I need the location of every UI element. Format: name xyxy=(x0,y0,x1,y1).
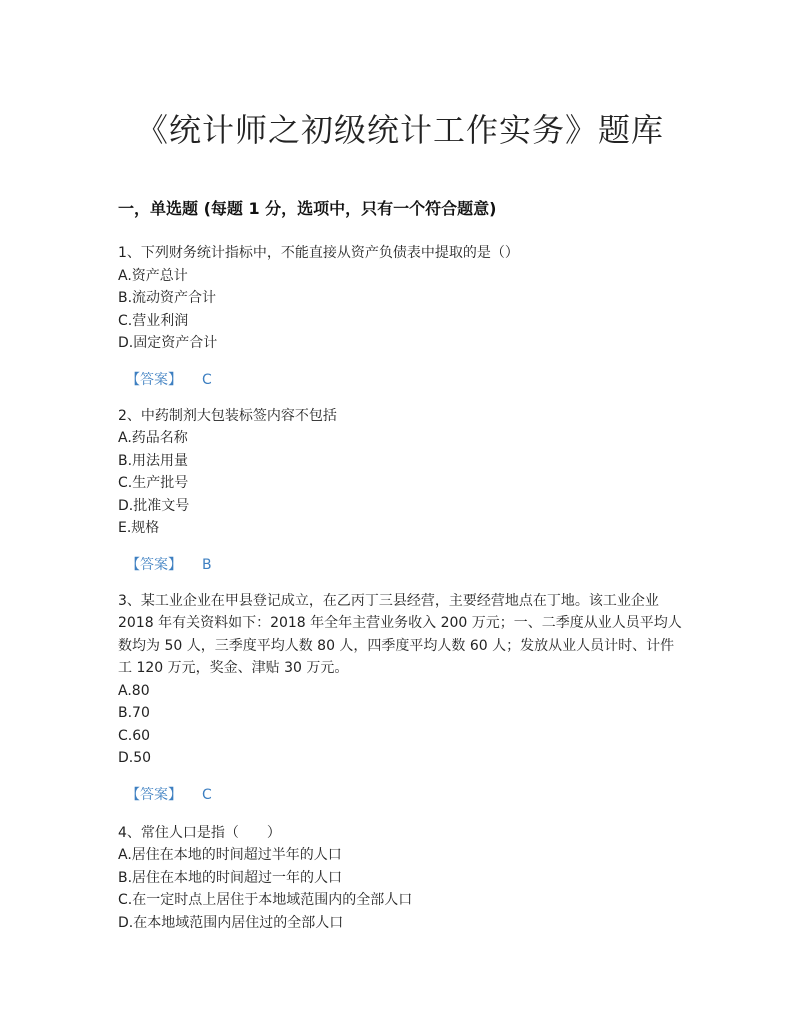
answer-label: 【答案】 xyxy=(126,556,182,573)
answer-label: 【答案】 xyxy=(126,371,182,388)
answer-value: C xyxy=(202,371,212,388)
option-c: C.生产批号 xyxy=(118,475,189,491)
answer-value: C xyxy=(202,786,212,803)
question-4 xyxy=(118,822,682,935)
answer xyxy=(118,554,682,576)
question-text: 3、某工业企业在甲县登记成立，在乙丙丁三县经营，主要经营地点在丁地。该工业企业 2018 年有关资料如下：2018 年全年主营业务收入 200 万元；一、二季度从业人员平均人数均为 50 人，三季度平均人数 80 人，四季度平均人数 60 人；发放从业人员计时、计件工 120 万元，奖金、津贴 30 万元。 xyxy=(118,592,682,676)
answer xyxy=(118,369,682,391)
option-b: B.70 xyxy=(118,705,150,721)
answer xyxy=(118,784,682,806)
option-d: D.批准文号 xyxy=(118,497,190,514)
option-e: E.规格 xyxy=(118,520,160,536)
question-text: 4、常住人口是指（ ） xyxy=(118,824,281,841)
option-b: B.居住在本地的时间超过一年的人口 xyxy=(118,869,343,886)
option-c: C.在一定时点上居住于本地域范围内的全部人口 xyxy=(118,892,413,908)
question-1 xyxy=(118,242,682,391)
question-2 xyxy=(118,405,682,576)
answer-value: B xyxy=(202,556,212,573)
question-text: 2、中药制剂大包装标签内容不包括 xyxy=(118,407,337,424)
option-d: D.固定资产合计 xyxy=(118,335,218,351)
option-b: B.用法用量 xyxy=(118,452,189,469)
option-a: A.药品名称 xyxy=(118,430,188,446)
option-d: D.50 xyxy=(118,750,152,766)
option-c: C.60 xyxy=(118,727,151,744)
section-heading: 一，单选题 (每题 1 分，选项中，只有一个符合题意) xyxy=(118,199,497,218)
document-title: 《统计师之初级统计工作实务》题库 xyxy=(135,111,664,149)
option-a: A.居住在本地的时间超过半年的人口 xyxy=(118,847,342,863)
option-a: A.资产总计 xyxy=(118,267,188,284)
answer-label: 【答案】 xyxy=(126,786,182,803)
option-d: D.在本地域范围内居住过的全部人口 xyxy=(118,914,344,931)
question-text: 1、下列财务统计指标中，不能直接从资产负债表中提取的是（） xyxy=(118,245,519,261)
option-c: C.营业利润 xyxy=(118,312,189,329)
question-3 xyxy=(118,590,682,806)
option-b: B.流动资产合计 xyxy=(118,290,217,306)
option-a: A.80 xyxy=(118,682,150,699)
